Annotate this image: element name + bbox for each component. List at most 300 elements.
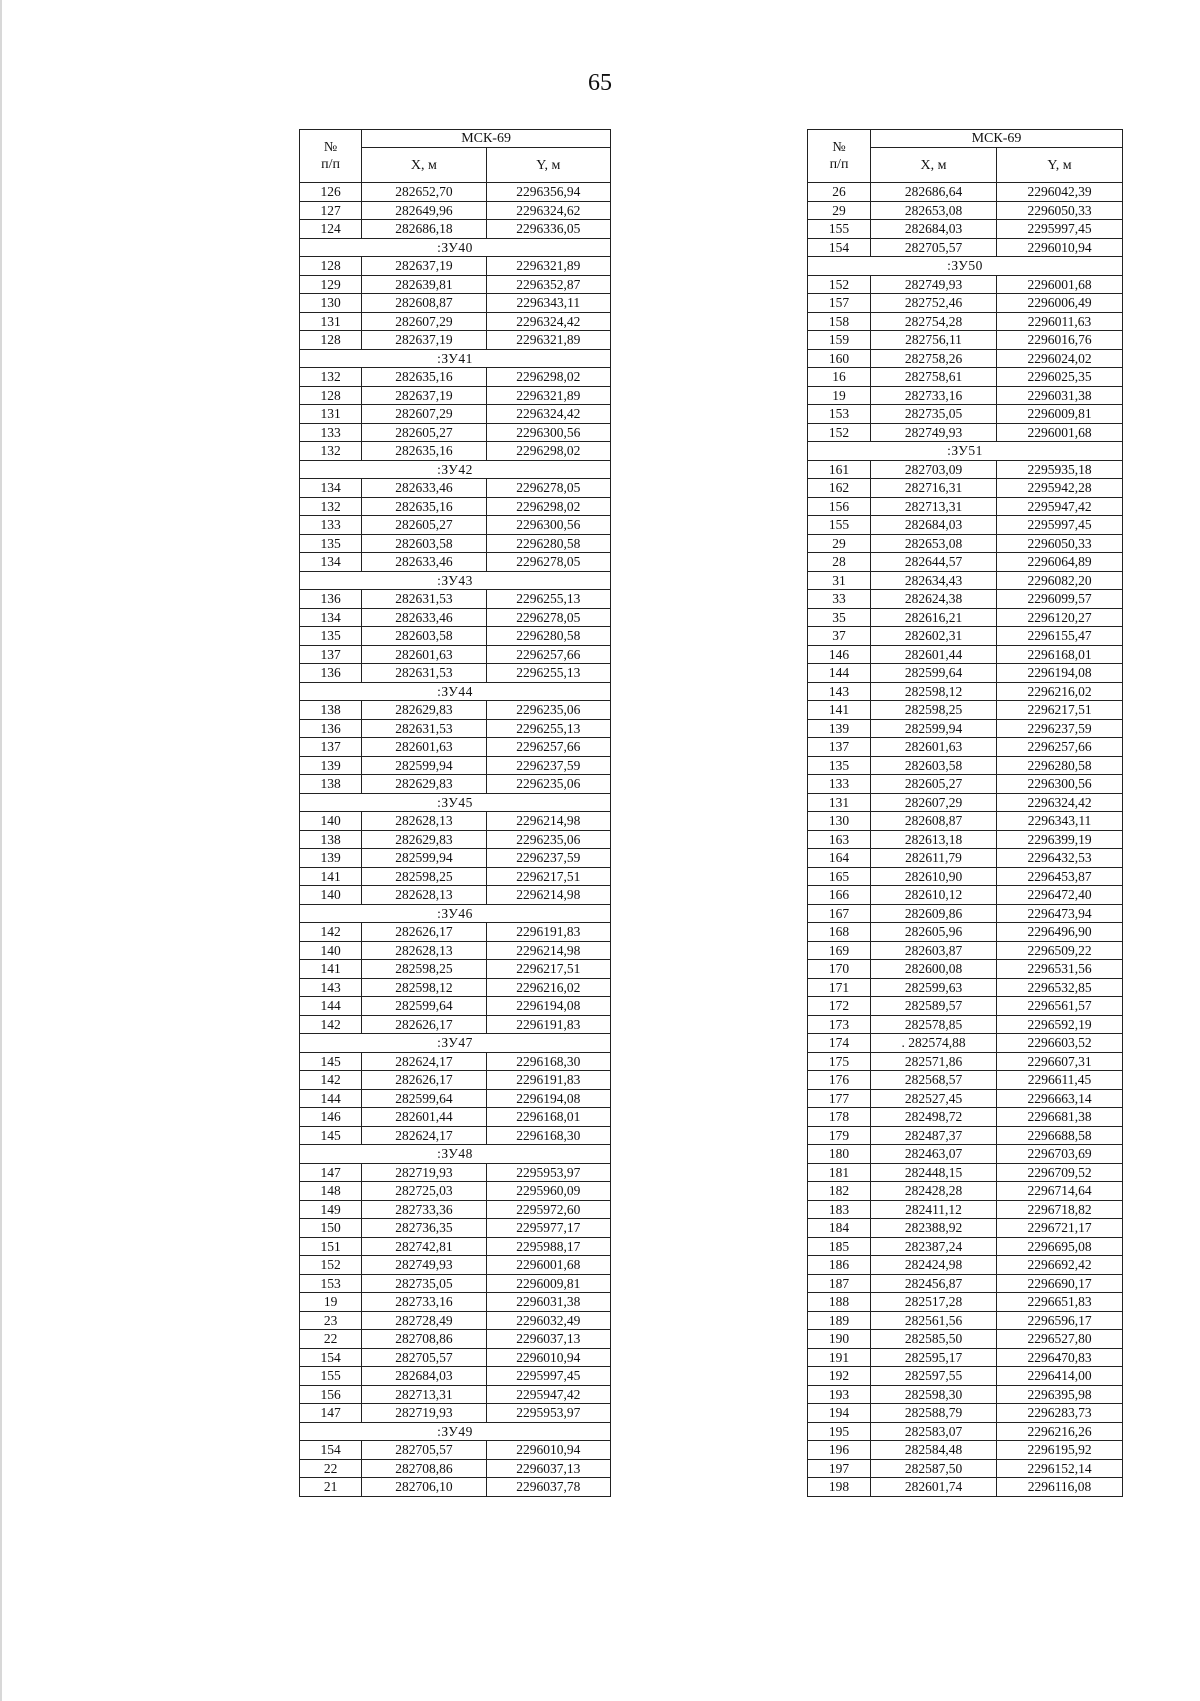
header-number-line1: № bbox=[832, 140, 846, 155]
point-number-cell: 142 bbox=[300, 923, 362, 942]
point-number-cell: 140 bbox=[300, 941, 362, 960]
coordinates-table-right bbox=[807, 129, 1123, 1497]
point-number-cell: 126 bbox=[300, 183, 362, 202]
y-coordinate-cell: 2296031,38 bbox=[997, 386, 1123, 405]
point-number-cell: 28 bbox=[808, 553, 871, 572]
x-coordinate-cell: 282637,19 bbox=[362, 331, 486, 350]
y-coordinate-cell: 2296255,13 bbox=[486, 719, 610, 738]
point-number-cell: 130 bbox=[300, 294, 362, 313]
point-number-cell: 186 bbox=[808, 1256, 871, 1275]
x-coordinate-cell: 282602,31 bbox=[871, 627, 997, 646]
y-coordinate-cell: 2296214,98 bbox=[486, 941, 610, 960]
x-coordinate-cell: 282713,31 bbox=[871, 497, 997, 516]
point-number-cell: 16 bbox=[808, 368, 871, 387]
header-coordinate-system: МСК-69 bbox=[362, 130, 611, 148]
table-row bbox=[300, 442, 611, 461]
table-row bbox=[300, 534, 611, 553]
table-row bbox=[808, 867, 1123, 886]
x-coordinate-cell: 282601,44 bbox=[871, 645, 997, 664]
table-row bbox=[300, 312, 611, 331]
y-coordinate-cell: 2295953,97 bbox=[486, 1404, 610, 1423]
point-number-cell: 135 bbox=[300, 627, 362, 646]
y-coordinate-cell: 2296217,51 bbox=[486, 960, 610, 979]
y-coordinate-cell: 2295947,42 bbox=[486, 1385, 610, 1404]
x-coordinate-cell: 282448,15 bbox=[871, 1163, 997, 1182]
table-row bbox=[808, 1311, 1123, 1330]
y-coordinate-cell: 2296324,42 bbox=[997, 793, 1123, 812]
y-coordinate-cell: 2296011,63 bbox=[997, 312, 1123, 331]
y-coordinate-cell: 2296191,83 bbox=[486, 923, 610, 942]
point-number-cell: 173 bbox=[808, 1015, 871, 1034]
point-number-cell: 129 bbox=[300, 275, 362, 294]
point-number-cell: 128 bbox=[300, 331, 362, 350]
table-row bbox=[808, 1108, 1123, 1127]
y-coordinate-cell: 2296283,73 bbox=[997, 1404, 1123, 1423]
x-coordinate-cell: 282703,09 bbox=[871, 460, 997, 479]
x-coordinate-cell: 282498,72 bbox=[871, 1108, 997, 1127]
table-row bbox=[300, 590, 611, 609]
point-number-cell: 197 bbox=[808, 1459, 871, 1478]
y-coordinate-cell: 2296324,42 bbox=[486, 312, 610, 331]
section-label: :ЗУ40 bbox=[300, 238, 611, 257]
point-number-cell: 167 bbox=[808, 904, 871, 923]
section-label: :ЗУ47 bbox=[300, 1034, 611, 1053]
x-coordinate-cell: 282633,46 bbox=[362, 479, 486, 498]
table-row bbox=[808, 571, 1123, 590]
table-row bbox=[300, 257, 611, 276]
x-coordinate-cell: 282719,93 bbox=[362, 1163, 486, 1182]
y-coordinate-cell: 2296280,58 bbox=[997, 756, 1123, 775]
point-number-cell: 169 bbox=[808, 941, 871, 960]
point-number-cell: 164 bbox=[808, 849, 871, 868]
scan-edge bbox=[0, 0, 2, 1701]
x-coordinate-cell: 282601,63 bbox=[362, 645, 486, 664]
section-row bbox=[300, 1422, 611, 1441]
y-coordinate-cell: 2296300,56 bbox=[486, 423, 610, 442]
point-number-cell: 176 bbox=[808, 1071, 871, 1090]
y-coordinate-cell: 2296006,49 bbox=[997, 294, 1123, 313]
x-coordinate-cell: 282705,57 bbox=[871, 238, 997, 257]
y-coordinate-cell: 2296009,81 bbox=[997, 405, 1123, 424]
y-coordinate-cell: 2295988,17 bbox=[486, 1237, 610, 1256]
table-row bbox=[300, 960, 611, 979]
section-label: :ЗУ48 bbox=[300, 1145, 611, 1164]
y-coordinate-cell: 2296191,83 bbox=[486, 1071, 610, 1090]
y-coordinate-cell: 2296235,06 bbox=[486, 830, 610, 849]
table-row bbox=[300, 812, 611, 831]
y-coordinate-cell: 2296155,47 bbox=[997, 627, 1123, 646]
y-coordinate-cell: 2296168,01 bbox=[997, 645, 1123, 664]
point-number-cell: 142 bbox=[300, 1071, 362, 1090]
point-number-cell: 31 bbox=[808, 571, 871, 590]
y-coordinate-cell: 2296050,33 bbox=[997, 201, 1123, 220]
y-coordinate-cell: 2296032,49 bbox=[486, 1311, 610, 1330]
x-coordinate-cell: . 282574,88 bbox=[871, 1034, 997, 1053]
y-coordinate-cell: 2295977,17 bbox=[486, 1219, 610, 1238]
point-number-cell: 128 bbox=[300, 386, 362, 405]
point-number-cell: 195 bbox=[808, 1422, 871, 1441]
table-row bbox=[808, 331, 1123, 350]
point-number-cell: 170 bbox=[808, 960, 871, 979]
x-coordinate-cell: 282584,48 bbox=[871, 1441, 997, 1460]
table-row bbox=[808, 1163, 1123, 1182]
y-coordinate-cell: 2296024,02 bbox=[997, 349, 1123, 368]
table-body bbox=[300, 183, 611, 1497]
table-row bbox=[300, 423, 611, 442]
point-number-cell: 143 bbox=[300, 978, 362, 997]
y-coordinate-cell: 2296324,62 bbox=[486, 201, 610, 220]
point-number-cell: 145 bbox=[300, 1126, 362, 1145]
table-row bbox=[808, 1237, 1123, 1256]
y-coordinate-cell: 2296709,52 bbox=[997, 1163, 1123, 1182]
x-coordinate-cell: 282424,98 bbox=[871, 1256, 997, 1275]
x-coordinate-cell: 282517,28 bbox=[871, 1293, 997, 1312]
y-coordinate-cell: 2296721,17 bbox=[997, 1219, 1123, 1238]
point-number-cell: 163 bbox=[808, 830, 871, 849]
table-row bbox=[808, 756, 1123, 775]
point-number-cell: 149 bbox=[300, 1200, 362, 1219]
x-coordinate-cell: 282487,37 bbox=[871, 1126, 997, 1145]
point-number-cell: 141 bbox=[300, 867, 362, 886]
y-coordinate-cell: 2296235,06 bbox=[486, 701, 610, 720]
y-coordinate-cell: 2296356,94 bbox=[486, 183, 610, 202]
point-number-cell: 138 bbox=[300, 830, 362, 849]
table-row bbox=[808, 1330, 1123, 1349]
table-row bbox=[300, 516, 611, 535]
y-coordinate-cell: 2296168,01 bbox=[486, 1108, 610, 1127]
table-row bbox=[300, 1163, 611, 1182]
y-coordinate-cell: 2296278,05 bbox=[486, 553, 610, 572]
y-coordinate-cell: 2296191,83 bbox=[486, 1015, 610, 1034]
x-coordinate-cell: 282605,27 bbox=[871, 775, 997, 794]
x-coordinate-cell: 282749,93 bbox=[362, 1256, 486, 1275]
x-coordinate-cell: 282607,29 bbox=[362, 405, 486, 424]
table-row bbox=[808, 664, 1123, 683]
y-coordinate-cell: 2296010,94 bbox=[486, 1348, 610, 1367]
table-row bbox=[300, 1293, 611, 1312]
x-coordinate-cell: 282578,85 bbox=[871, 1015, 997, 1034]
point-number-cell: 155 bbox=[808, 220, 871, 239]
point-number-cell: 141 bbox=[808, 701, 871, 720]
point-number-cell: 159 bbox=[808, 331, 871, 350]
y-coordinate-cell: 2296216,02 bbox=[997, 682, 1123, 701]
table-row bbox=[808, 849, 1123, 868]
table-row bbox=[808, 275, 1123, 294]
table-row bbox=[808, 312, 1123, 331]
table-row bbox=[808, 1459, 1123, 1478]
point-number-cell: 156 bbox=[808, 497, 871, 516]
y-coordinate-cell: 2296009,81 bbox=[486, 1274, 610, 1293]
x-coordinate-cell: 282705,57 bbox=[362, 1441, 486, 1460]
table-row bbox=[300, 997, 611, 1016]
y-coordinate-cell: 2296168,30 bbox=[486, 1052, 610, 1071]
y-coordinate-cell: 2296257,66 bbox=[486, 645, 610, 664]
table-row bbox=[808, 516, 1123, 535]
y-coordinate-cell: 2296690,17 bbox=[997, 1274, 1123, 1293]
y-coordinate-cell: 2296321,89 bbox=[486, 331, 610, 350]
point-number-cell: 33 bbox=[808, 590, 871, 609]
point-number-cell: 192 bbox=[808, 1367, 871, 1386]
y-coordinate-cell: 2296603,52 bbox=[997, 1034, 1123, 1053]
x-coordinate-cell: 282583,07 bbox=[871, 1422, 997, 1441]
x-coordinate-cell: 282585,50 bbox=[871, 1330, 997, 1349]
y-coordinate-cell: 2296257,66 bbox=[997, 738, 1123, 757]
header-y: Y, м bbox=[486, 148, 610, 183]
x-coordinate-cell: 282686,64 bbox=[871, 183, 997, 202]
point-number-cell: 132 bbox=[300, 442, 362, 461]
x-coordinate-cell: 282605,96 bbox=[871, 923, 997, 942]
y-coordinate-cell: 2296001,68 bbox=[997, 423, 1123, 442]
x-coordinate-cell: 282684,03 bbox=[362, 1367, 486, 1386]
y-coordinate-cell: 2296561,57 bbox=[997, 997, 1123, 1016]
point-number-cell: 140 bbox=[300, 886, 362, 905]
point-number-cell: 144 bbox=[300, 997, 362, 1016]
x-coordinate-cell: 282603,58 bbox=[362, 627, 486, 646]
point-number-cell: 137 bbox=[808, 738, 871, 757]
table-row bbox=[808, 793, 1123, 812]
point-number-cell: 157 bbox=[808, 294, 871, 313]
table-row bbox=[300, 978, 611, 997]
x-coordinate-cell: 282607,29 bbox=[871, 793, 997, 812]
y-coordinate-cell: 2295935,18 bbox=[997, 460, 1123, 479]
point-number-cell: 131 bbox=[808, 793, 871, 812]
point-number-cell: 139 bbox=[808, 719, 871, 738]
y-coordinate-cell: 2296237,59 bbox=[486, 756, 610, 775]
table-row bbox=[808, 645, 1123, 664]
point-number-cell: 138 bbox=[300, 775, 362, 794]
table-row bbox=[300, 1404, 611, 1423]
table-row bbox=[808, 1348, 1123, 1367]
table-row bbox=[808, 608, 1123, 627]
header-y: Y, м bbox=[997, 148, 1123, 183]
y-coordinate-cell: 2296116,08 bbox=[997, 1478, 1123, 1497]
x-coordinate-cell: 282597,55 bbox=[871, 1367, 997, 1386]
table-row bbox=[808, 1385, 1123, 1404]
header-number-line1: № bbox=[323, 140, 338, 155]
x-coordinate-cell: 282633,46 bbox=[362, 553, 486, 572]
x-coordinate-cell: 282754,28 bbox=[871, 312, 997, 331]
x-coordinate-cell: 282588,79 bbox=[871, 1404, 997, 1423]
table-row bbox=[300, 608, 611, 627]
y-coordinate-cell: 2296298,02 bbox=[486, 497, 610, 516]
y-coordinate-cell: 2296298,02 bbox=[486, 368, 610, 387]
x-coordinate-cell: 282629,83 bbox=[362, 701, 486, 720]
point-number-cell: 152 bbox=[808, 423, 871, 442]
section-row bbox=[300, 793, 611, 812]
x-coordinate-cell: 282629,83 bbox=[362, 830, 486, 849]
table-row bbox=[300, 645, 611, 664]
section-row bbox=[300, 1145, 611, 1164]
x-coordinate-cell: 282568,57 bbox=[871, 1071, 997, 1090]
point-number-cell: 150 bbox=[300, 1219, 362, 1238]
point-number-cell: 180 bbox=[808, 1145, 871, 1164]
point-number-cell: 194 bbox=[808, 1404, 871, 1423]
section-label: :ЗУ49 bbox=[300, 1422, 611, 1441]
table-row bbox=[300, 1385, 611, 1404]
point-number-cell: 139 bbox=[300, 849, 362, 868]
table-row bbox=[808, 1219, 1123, 1238]
y-coordinate-cell: 2296120,27 bbox=[997, 608, 1123, 627]
x-coordinate-cell: 282610,90 bbox=[871, 867, 997, 886]
point-number-cell: 185 bbox=[808, 1237, 871, 1256]
x-coordinate-cell: 282611,79 bbox=[871, 849, 997, 868]
x-coordinate-cell: 282635,16 bbox=[362, 497, 486, 516]
x-coordinate-cell: 282599,64 bbox=[871, 664, 997, 683]
x-coordinate-cell: 282624,17 bbox=[362, 1126, 486, 1145]
point-number-cell: 155 bbox=[808, 516, 871, 535]
table-row bbox=[300, 201, 611, 220]
point-number-cell: 152 bbox=[808, 275, 871, 294]
table-row bbox=[808, 368, 1123, 387]
table-row bbox=[808, 886, 1123, 905]
x-coordinate-cell: 282598,25 bbox=[362, 960, 486, 979]
point-number-cell: 174 bbox=[808, 1034, 871, 1053]
point-number-cell: 161 bbox=[808, 460, 871, 479]
table-row bbox=[808, 1478, 1123, 1497]
x-coordinate-cell: 282684,03 bbox=[871, 220, 997, 239]
x-coordinate-cell: 282599,94 bbox=[362, 849, 486, 868]
table-row bbox=[808, 830, 1123, 849]
table-row bbox=[808, 1145, 1123, 1164]
y-coordinate-cell: 2296432,53 bbox=[997, 849, 1123, 868]
point-number-cell: 26 bbox=[808, 183, 871, 202]
y-coordinate-cell: 2296496,90 bbox=[997, 923, 1123, 942]
y-coordinate-cell: 2296399,19 bbox=[997, 830, 1123, 849]
table-row bbox=[808, 1182, 1123, 1201]
y-coordinate-cell: 2295997,45 bbox=[486, 1367, 610, 1386]
y-coordinate-cell: 2296692,42 bbox=[997, 1256, 1123, 1275]
x-coordinate-cell: 282589,57 bbox=[871, 997, 997, 1016]
x-coordinate-cell: 282428,28 bbox=[871, 1182, 997, 1201]
point-number-cell: 133 bbox=[808, 775, 871, 794]
x-coordinate-cell: 282388,92 bbox=[871, 1219, 997, 1238]
x-coordinate-cell: 282756,11 bbox=[871, 331, 997, 350]
table-row bbox=[300, 1237, 611, 1256]
y-coordinate-cell: 2295942,28 bbox=[997, 479, 1123, 498]
table-row bbox=[300, 775, 611, 794]
table-row bbox=[300, 331, 611, 350]
y-coordinate-cell: 2296695,08 bbox=[997, 1237, 1123, 1256]
y-coordinate-cell: 2296532,85 bbox=[997, 978, 1123, 997]
table-row bbox=[300, 1330, 611, 1349]
point-number-cell: 189 bbox=[808, 1311, 871, 1330]
table-row bbox=[808, 1441, 1123, 1460]
point-number-cell: 132 bbox=[300, 497, 362, 516]
x-coordinate-cell: 282561,56 bbox=[871, 1311, 997, 1330]
table-row bbox=[808, 719, 1123, 738]
y-coordinate-cell: 2296453,87 bbox=[997, 867, 1123, 886]
y-coordinate-cell: 2296688,58 bbox=[997, 1126, 1123, 1145]
x-coordinate-cell: 282758,61 bbox=[871, 368, 997, 387]
y-coordinate-cell: 2296194,08 bbox=[486, 1089, 610, 1108]
y-coordinate-cell: 2296681,38 bbox=[997, 1108, 1123, 1127]
x-coordinate-cell: 282601,63 bbox=[871, 738, 997, 757]
point-number-cell: 29 bbox=[808, 534, 871, 553]
point-number-cell: 133 bbox=[300, 423, 362, 442]
point-number-cell: 143 bbox=[808, 682, 871, 701]
table-row bbox=[808, 701, 1123, 720]
table-row bbox=[300, 405, 611, 424]
table-row bbox=[300, 220, 611, 239]
point-number-cell: 131 bbox=[300, 405, 362, 424]
x-coordinate-cell: 282749,93 bbox=[871, 275, 997, 294]
x-coordinate-cell: 282600,08 bbox=[871, 960, 997, 979]
table-row bbox=[808, 201, 1123, 220]
x-coordinate-cell: 282635,16 bbox=[362, 442, 486, 461]
y-coordinate-cell: 2296527,80 bbox=[997, 1330, 1123, 1349]
table-row bbox=[300, 1441, 611, 1460]
point-number-cell: 124 bbox=[300, 220, 362, 239]
point-number-cell: 166 bbox=[808, 886, 871, 905]
y-coordinate-cell: 2296611,45 bbox=[997, 1071, 1123, 1090]
y-coordinate-cell: 2296194,08 bbox=[486, 997, 610, 1016]
y-coordinate-cell: 2296237,59 bbox=[997, 719, 1123, 738]
point-number-cell: 156 bbox=[300, 1385, 362, 1404]
x-coordinate-cell: 282626,17 bbox=[362, 1015, 486, 1034]
section-row bbox=[808, 257, 1123, 276]
x-coordinate-cell: 282686,18 bbox=[362, 220, 486, 239]
header-coordinate-system: МСК-69 bbox=[871, 130, 1123, 148]
section-label: :ЗУ51 bbox=[808, 442, 1123, 461]
y-coordinate-cell: 2296278,05 bbox=[486, 608, 610, 627]
table-row bbox=[808, 220, 1123, 239]
y-coordinate-cell: 2296001,68 bbox=[997, 275, 1123, 294]
y-coordinate-cell: 2296257,66 bbox=[486, 738, 610, 757]
y-coordinate-cell: 2296025,35 bbox=[997, 368, 1123, 387]
section-row bbox=[300, 904, 611, 923]
x-coordinate-cell: 282610,12 bbox=[871, 886, 997, 905]
table-row bbox=[300, 1126, 611, 1145]
point-number-cell: 137 bbox=[300, 738, 362, 757]
y-coordinate-cell: 2295972,60 bbox=[486, 1200, 610, 1219]
y-coordinate-cell: 2296216,02 bbox=[486, 978, 610, 997]
y-coordinate-cell: 2295997,45 bbox=[997, 220, 1123, 239]
x-coordinate-cell: 282653,08 bbox=[871, 201, 997, 220]
point-number-cell: 196 bbox=[808, 1441, 871, 1460]
point-number-cell: 198 bbox=[808, 1478, 871, 1497]
x-coordinate-cell: 282609,86 bbox=[871, 904, 997, 923]
table-row bbox=[300, 1015, 611, 1034]
section-row bbox=[300, 1034, 611, 1053]
table-row bbox=[300, 479, 611, 498]
point-number-cell: 21 bbox=[300, 1478, 362, 1497]
table-row bbox=[808, 941, 1123, 960]
point-number-cell: 154 bbox=[300, 1441, 362, 1460]
x-coordinate-cell: 282628,13 bbox=[362, 886, 486, 905]
table-row bbox=[808, 1256, 1123, 1275]
table-row bbox=[300, 553, 611, 572]
y-coordinate-cell: 2296280,58 bbox=[486, 627, 610, 646]
table-row bbox=[808, 923, 1123, 942]
section-row bbox=[808, 442, 1123, 461]
point-number-cell: 152 bbox=[300, 1256, 362, 1275]
y-coordinate-cell: 2296195,92 bbox=[997, 1441, 1123, 1460]
x-coordinate-cell: 282601,74 bbox=[871, 1478, 997, 1497]
x-coordinate-cell: 282629,83 bbox=[362, 775, 486, 794]
y-coordinate-cell: 2296300,56 bbox=[486, 516, 610, 535]
x-coordinate-cell: 282637,19 bbox=[362, 386, 486, 405]
y-coordinate-cell: 2296278,05 bbox=[486, 479, 610, 498]
table-row bbox=[808, 386, 1123, 405]
table-row bbox=[300, 923, 611, 942]
y-coordinate-cell: 2296473,94 bbox=[997, 904, 1123, 923]
point-number-cell: 140 bbox=[300, 812, 362, 831]
table-row bbox=[300, 941, 611, 960]
table-row bbox=[808, 479, 1123, 498]
section-row bbox=[300, 682, 611, 701]
x-coordinate-cell: 282387,24 bbox=[871, 1237, 997, 1256]
point-number-cell: 168 bbox=[808, 923, 871, 942]
